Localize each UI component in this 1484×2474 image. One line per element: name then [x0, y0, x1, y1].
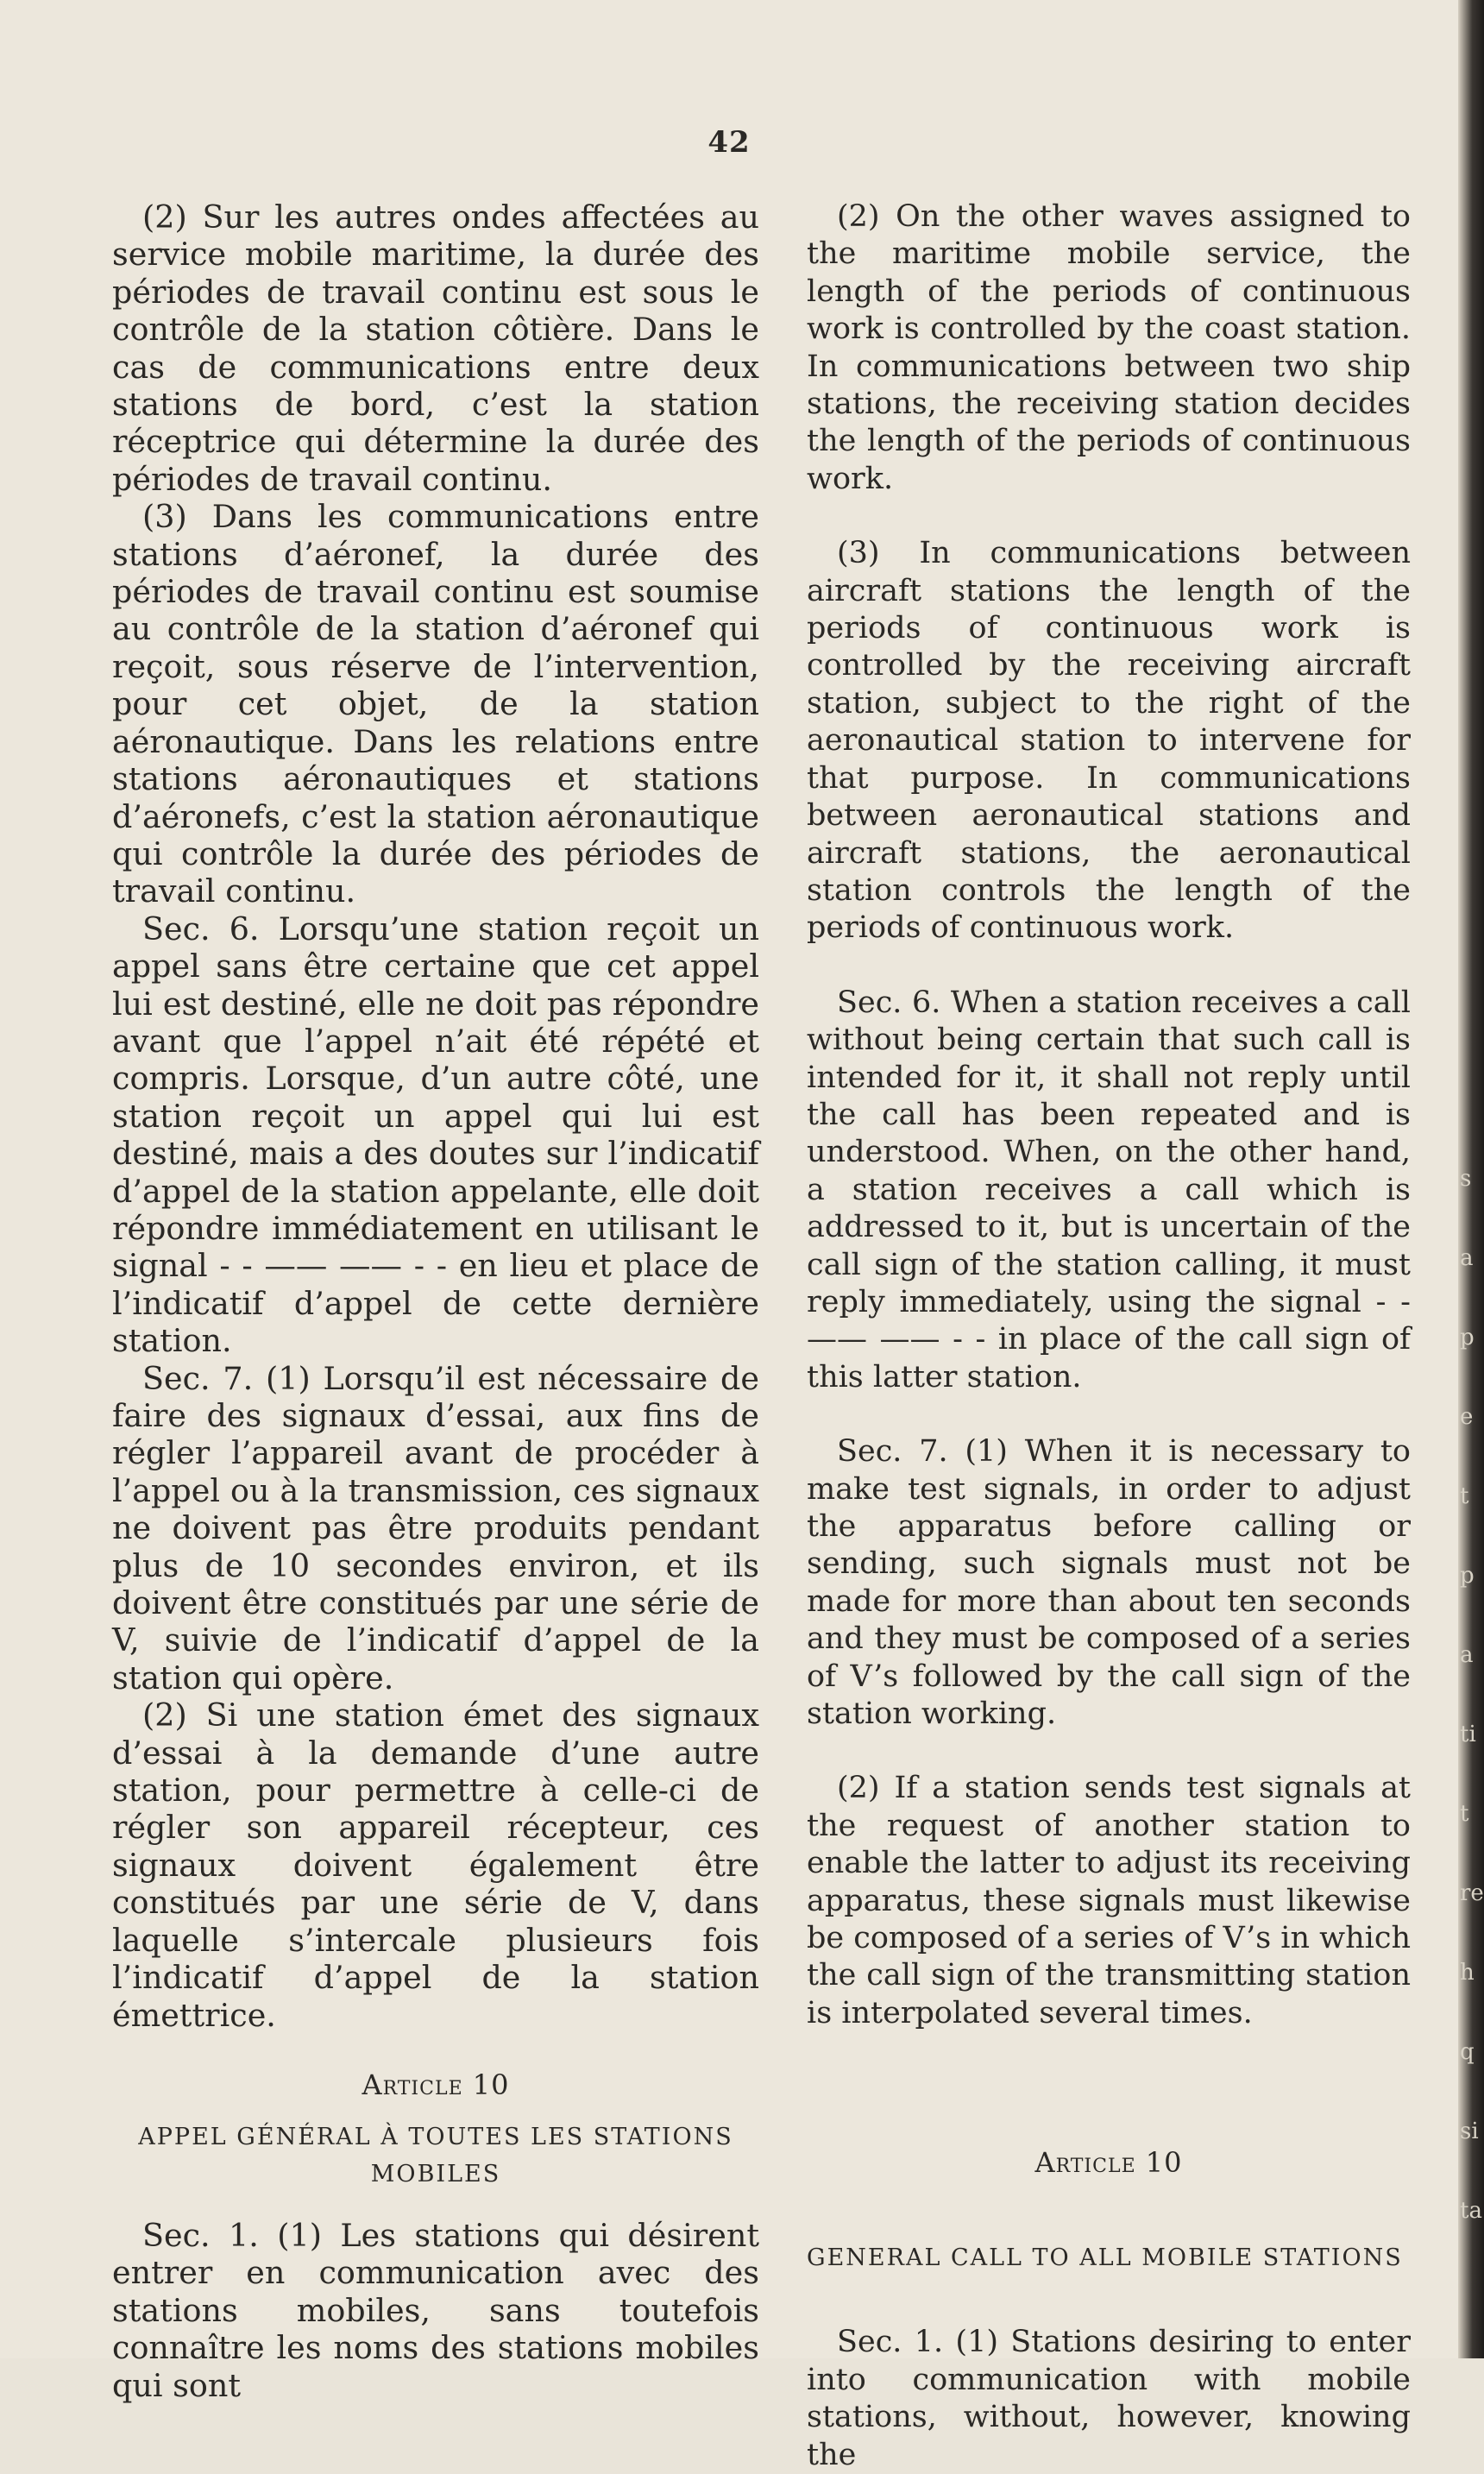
spine-letter: p [1460, 1563, 1475, 1589]
spine-letter: ti [1460, 1722, 1476, 1747]
english-paragraph: Sec. 6. When a station receives a call without being certain that such call is intended for it, it shall not reply until the call has been repeated and is understood. When, on the other hand, a station receives a call which is addressed to it, but is uncertain of the call sign of the station calling, it must reply immediately, using the signal - - —— —— - - in place of the call sign of this latter station. [807, 985, 1411, 1394]
english-paragraph: Sec. 7. (1) When it is necessary to make test signals, in order to adjust the apparatus before calling or sending, such signals must not be made for more than about ten seconds and they must be composed of a series of V’s followed by the call sign of the station working. [807, 1434, 1411, 1732]
spine-letter: a [1460, 1245, 1474, 1271]
english-column [807, 198, 1411, 2474]
page-number: 42 [707, 125, 751, 160]
french-paragraph: (2) Si une station émet des signaux d’essai à la demande d’une autre station, pour permettre à celle-ci de régler son appareil récepteur, ces signaux doivent également être constitués par une série de V, dans laquelle s’intercale plusieurs fois l’indicatif d’appel de la station émettrice. [112, 1697, 759, 2034]
english-paragraph: (3) In communications between aircraft stations the length of the periods of continuous work is controlled by the receiving aircraft station, subject to the right of the aeronautical station to intervene for that purpose. In communications between aeronautical stations and aircraft stations, the aeronautical station controls the length of the periods of continuous work. [807, 536, 1411, 946]
french-paragraph: Sec. 1. (1) Les stations qui désirent entrer en communication avec des stations mobiles, sans toutefois connaître les noms des stations mobiles qui sont [112, 2216, 759, 2404]
spine-letter: q [1460, 2039, 1475, 2065]
adjacent-page-letters [1460, 1139, 1482, 2251]
spine-letter: re [1460, 1880, 1484, 1906]
spine-letter: e [1460, 1404, 1474, 1430]
french-column [112, 198, 759, 2404]
french-article-heading: APPEL GÉNÉRAL À TOUTES LES STATIONS MOBILES [138, 2123, 733, 2188]
english-article-title: Article 10 [1034, 2146, 1183, 2180]
english-paragraph: Sec. 1. (1) Stations desiring to enter into communication with mobile stations, without, however, knowing the [807, 2325, 1411, 2472]
spine-letter: a [1460, 1642, 1474, 1668]
french-paragraph: Sec. 7. (1) Lorsqu’il est nécessaire de faire des signaux d’essai, aux fins de régler l’appareil avant de procéder à l’appel ou à la transmission, ces signaux ne doivent pas être produits pendant plus de 10 secondes environ, et ils doivent être constitués par une série de V, suivie de l’indicatif d’appel de la station qui opère. [112, 1359, 759, 1697]
french-paragraph: (3) Dans les communications entre stations d’aéronef, la durée des périodes de travail continu est soumise au contrôle de la station d’aéronef qui reçoit, sous réserve de l’intervention, pour cet objet, de la station aéronautique. Dans les relations entre stations aéronautiques et stations d’aéronefs, c’est la station aéronautique qui contrôle la durée des périodes de travail continu. [112, 498, 759, 910]
spine-letter: ta [1460, 2198, 1482, 2224]
spine-letter: h [1460, 1960, 1475, 1986]
spine-letter: t [1460, 1483, 1469, 1509]
french-article-title: Article 10 [362, 2068, 510, 2101]
french-paragraph: Sec. 6. Lorsqu’une station reçoit un appel sans être certaine que cet appel lui est destiné, elle ne doit pas répondre avant que l’appel n’ait été répété et compris. Lorsque, d’un autre côté, une station reçoit un appel qui lui est destiné, mais a des doutes sur l’indicatif d’appel de la station appelante, elle doit répondre immédiatement en utilisant le signal - - —— —— - - en lieu et place de l’indicatif d’appel de cette dernière station. [112, 910, 759, 1360]
spine-letter: t [1460, 1801, 1469, 1827]
spine-letter: si [1460, 2118, 1479, 2144]
english-paragraph: (2) On the other waves assigned to the maritime mobile service, the length of the periods of continuous work is controlled by the coast station. In communications between two ship stations, the receiving station decides the length of the periods of continuous work. [807, 199, 1411, 496]
english-paragraph: (2) If a station sends test signals at the request of another station to enable the latter to adjust its receiving apparatus, these signals must likewise be composed of a series of V’s in which the call sign of the transmitting station is interpolated several times. [807, 1771, 1411, 2030]
english-article-heading: GENERAL CALL TO ALL MOBILE STATIONS [807, 2244, 1403, 2272]
spine-letter: p [1460, 1325, 1475, 1350]
spine-letter: s [1460, 1166, 1472, 1192]
french-paragraph: (2) Sur les autres ondes affectées au service mobile maritime, la durée des périodes de travail continu est sous le contrôle de la station côtière. Dans le cas de communications entre deux stations de bord, c’est la station réceptrice qui détermine la durée des périodes de travail continu. [112, 198, 759, 498]
